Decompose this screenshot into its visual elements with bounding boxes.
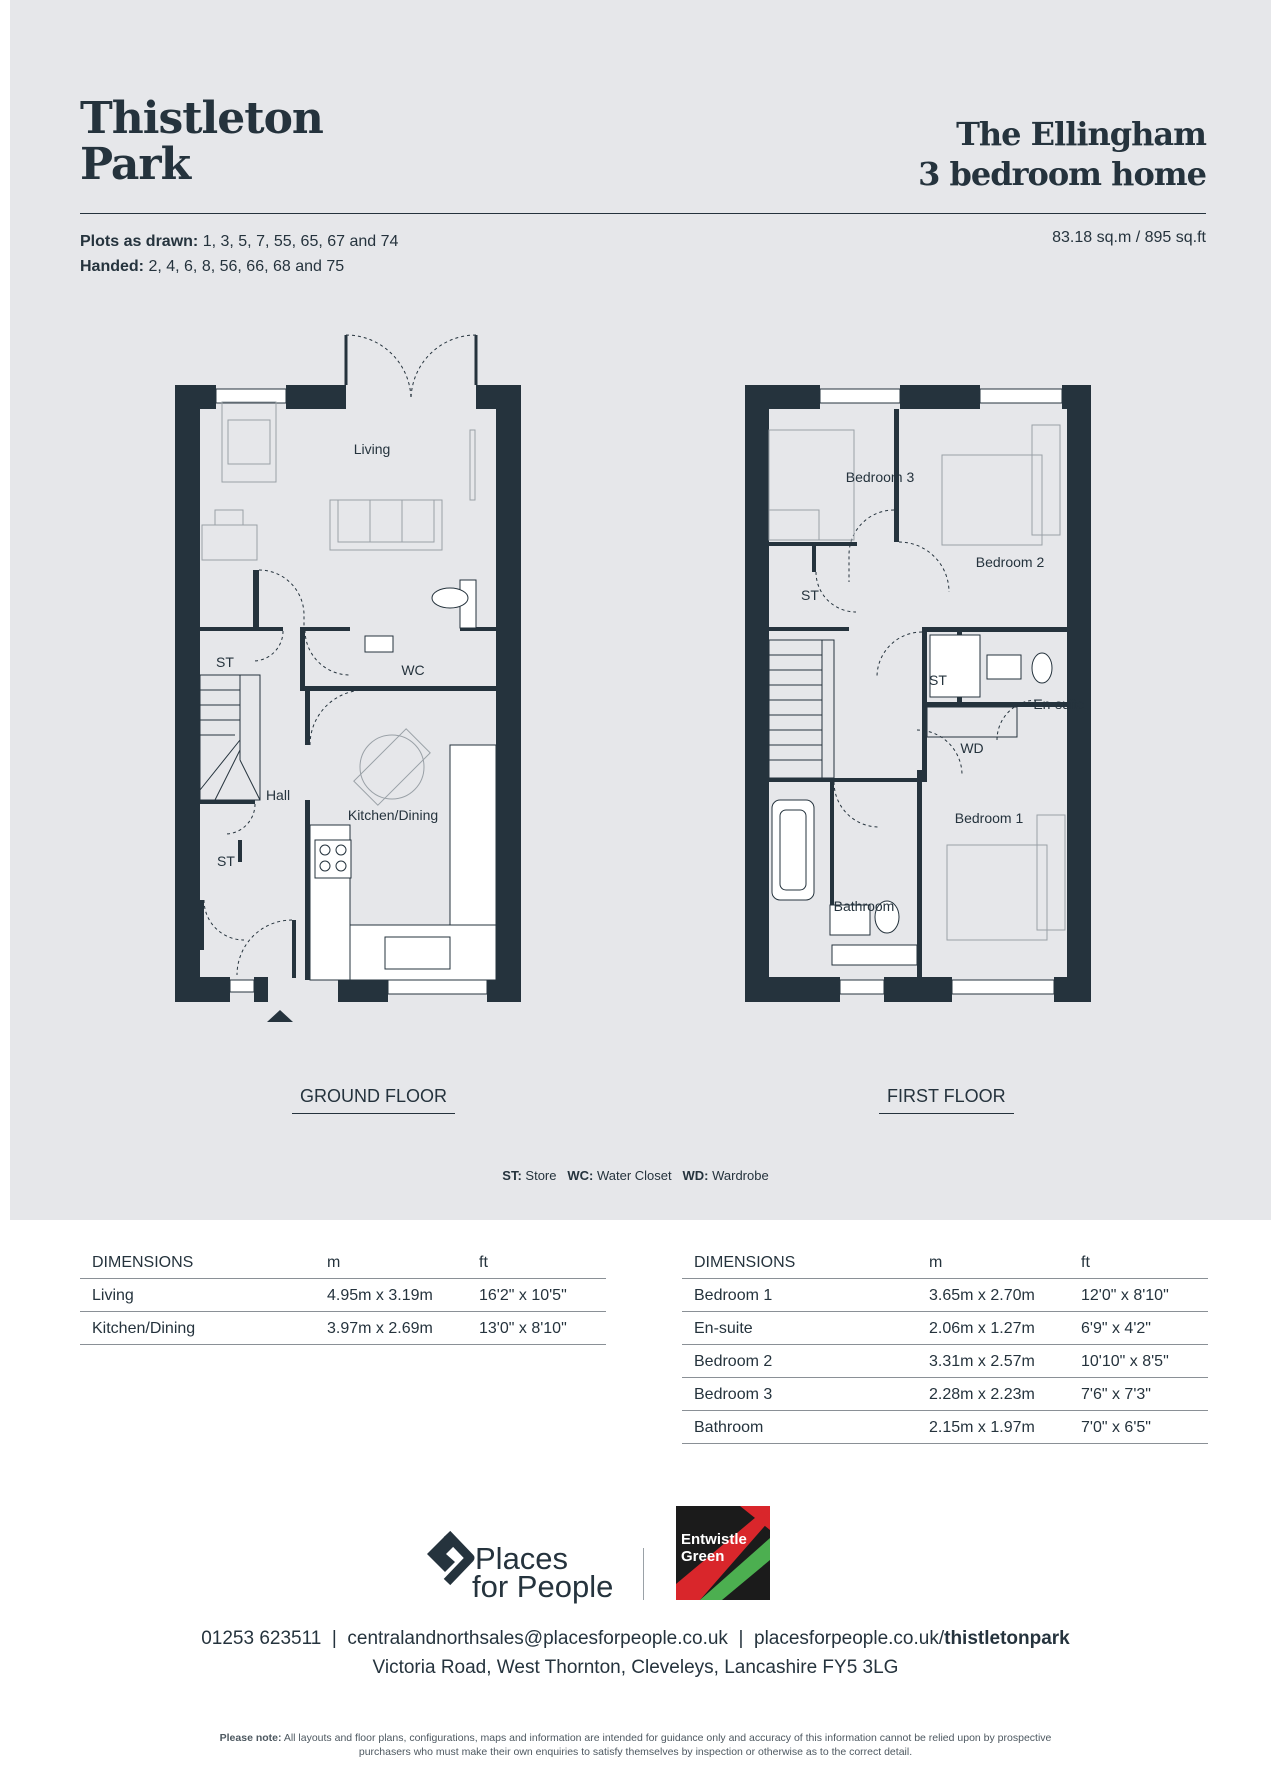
home-title-line1: The Ellingham [956, 115, 1206, 153]
room-label-store-first-2: ST [929, 672, 947, 688]
table-header-row [80, 1246, 606, 1279]
room-label-bedroom-1: Bedroom 1 [954, 810, 1024, 826]
places-for-people-logo [427, 1534, 613, 1604]
phone-number: 01253 623511 [201, 1628, 322, 1649]
room-name: Bathroom [682, 1411, 917, 1444]
pfp-logo-line1: Places [475, 1541, 569, 1576]
room-label-store-ground-1: ST [216, 654, 234, 670]
home-title-line2: 3 bedroom home [918, 155, 1206, 193]
table-row [80, 1312, 606, 1345]
imperial-size: 13'0" x 8'10" [467, 1312, 606, 1345]
handed-label: Handed: [80, 258, 144, 275]
first-floor-plan [732, 320, 1162, 1040]
development-title [80, 93, 323, 190]
room-name: Living [80, 1279, 315, 1312]
website-prefix: placesforpeople.co.uk/ [754, 1628, 945, 1649]
eg-logo-line1: Entwistle [681, 1531, 747, 1548]
metric-size: 3.97m x 2.69m [315, 1312, 467, 1345]
legend-st-value: Store [525, 1168, 557, 1183]
ground-floor-drawing [160, 320, 590, 1040]
logo-divider [643, 1548, 644, 1600]
first-floor-dimensions-table [682, 1246, 1208, 1444]
first-floor-label: FIRST FLOOR [879, 1086, 1014, 1114]
metric-size: 3.31m x 2.57m [917, 1345, 1069, 1378]
metric-size: 2.28m x 2.23m [917, 1378, 1069, 1411]
room-label-wc: WC [401, 662, 425, 678]
imperial-size: 10'10" x 8'5" [1069, 1345, 1208, 1378]
ground-floor-label: GROUND FLOOR [292, 1086, 455, 1114]
ground-floor-dimensions-table [80, 1246, 606, 1345]
imperial-size: 7'6" x 7'3" [1069, 1378, 1208, 1411]
handed-value: 2, 4, 6, 8, 56, 66, 68 and 75 [148, 258, 345, 275]
column-header: ft [467, 1246, 606, 1279]
room-name: Bedroom 1 [682, 1279, 917, 1312]
ground-floor-plan [160, 320, 590, 1040]
disclaimer-note [200, 1731, 1071, 1759]
room-name: Bedroom 3 [682, 1378, 917, 1411]
eg-logo-line2: Green [681, 1548, 725, 1565]
room-label-living: Living [353, 441, 391, 457]
table-row [682, 1312, 1208, 1345]
note-label: Please note: [219, 1732, 282, 1744]
table-row [682, 1411, 1208, 1444]
column-header: DIMENSIONS [80, 1246, 315, 1279]
website-path: thistletonpark [944, 1628, 1070, 1649]
column-header: DIMENSIONS [682, 1246, 917, 1279]
imperial-size: 12'0" x 8'10" [1069, 1279, 1208, 1312]
room-label-wardrobe: WD [960, 740, 984, 756]
room-label-en-suite: En-suite [1033, 696, 1085, 712]
email-address[interactable]: centralandnorthsales@placesforpeople.co.uk [347, 1628, 728, 1649]
room-label-kitchen-dining: Kitchen/Dining [347, 807, 439, 823]
plots-label: Plots as drawn: [80, 233, 199, 250]
development-title-line2: Park [80, 139, 191, 190]
abbreviation-legend [0, 1168, 1271, 1183]
column-header: m [315, 1246, 467, 1279]
legend-wc-key: WC: [567, 1168, 594, 1183]
room-label-store-ground-2: ST [217, 853, 235, 869]
metric-size: 2.06m x 1.27m [917, 1312, 1069, 1345]
room-label-bedroom-3: Bedroom 3 [845, 469, 915, 485]
address-line: Victoria Road, West Thornton, Cleveleys, Lancashire FY5 3LG [372, 1657, 899, 1678]
table-row [682, 1279, 1208, 1312]
room-name: Bedroom 2 [682, 1345, 917, 1378]
room-label-bedroom-2: Bedroom 2 [975, 554, 1045, 570]
logos-drawing [0, 1500, 1271, 1610]
legend-st-key: ST: [502, 1168, 522, 1183]
metric-size: 2.15m x 1.97m [917, 1411, 1069, 1444]
room-label-bathroom: Bathroom [833, 898, 895, 914]
pfp-logo-line2: for People [472, 1569, 614, 1604]
legend-wc-value: Water Closet [596, 1168, 672, 1183]
website-link[interactable] [754, 1628, 1070, 1649]
table-header-row [682, 1246, 1208, 1279]
development-title-line1: Thistleton [80, 93, 323, 144]
floor-area: 83.18 sq.m / 895 sq.ft [1052, 229, 1206, 246]
home-title [918, 114, 1206, 194]
room-label-hall: Hall [265, 787, 291, 803]
legend-wd-value: Wardrobe [712, 1168, 769, 1183]
plots-info [80, 229, 398, 279]
column-header: m [917, 1246, 1069, 1279]
imperial-size: 6'9" x 4'2" [1069, 1312, 1208, 1345]
table-row [682, 1378, 1208, 1411]
imperial-size: 7'0" x 6'5" [1069, 1411, 1208, 1444]
logo-strip [0, 1500, 1271, 1610]
table-row [682, 1345, 1208, 1378]
plots-value: 1, 3, 5, 7, 55, 65, 67 and 74 [202, 233, 399, 250]
note-text: All layouts and floor plans, configurations, maps and information are intended for guidance only and accuracy of this information cannot be relied upon by prospective purchasers who must make their own enquiries to satisfy themselves by inspection or otherwise as to the correct detail. [283, 1732, 1052, 1758]
metric-size: 4.95m x 3.19m [315, 1279, 467, 1312]
header-divider [80, 213, 1206, 214]
imperial-size: 16'2" x 10'5" [467, 1279, 606, 1312]
column-header: ft [1069, 1246, 1208, 1279]
table-row [80, 1279, 606, 1312]
legend-wd-key: WD: [682, 1168, 709, 1183]
first-floor-drawing [732, 320, 1162, 1040]
room-name: En-suite [682, 1312, 917, 1345]
metric-size: 3.65m x 2.70m [917, 1279, 1069, 1312]
contact-line: 01253 623511 | centralandnorthsales@placesforpeople.co.uk | placesforpeople.co.uk/thistletonpark [201, 1628, 1070, 1649]
entwistle-green-logo [676, 1506, 770, 1600]
room-name: Kitchen/Dining [80, 1312, 315, 1345]
room-label-store-first-1: ST [801, 587, 819, 603]
